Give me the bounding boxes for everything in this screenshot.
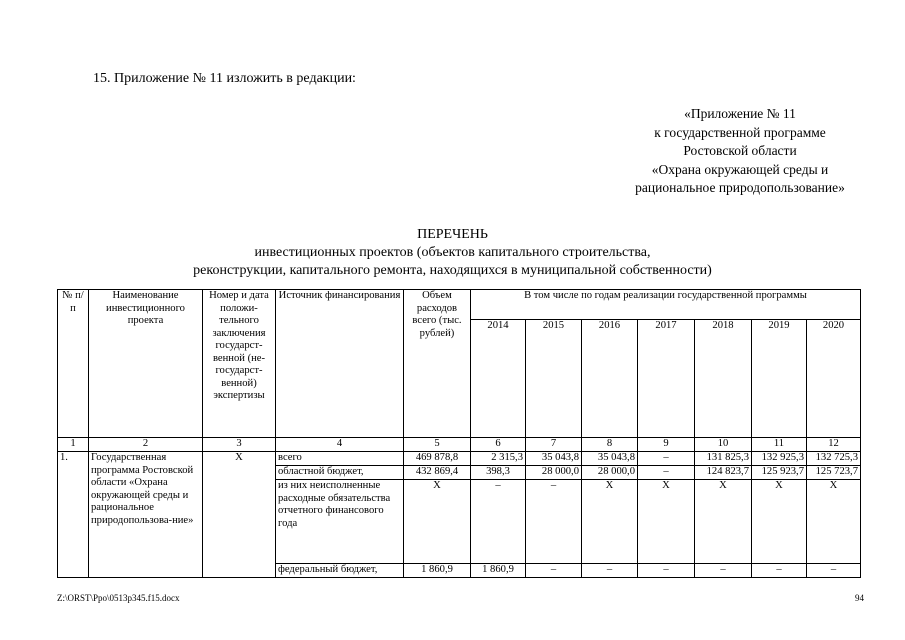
- header-num: № п/п: [58, 290, 89, 438]
- annex-caption: [600, 105, 880, 198]
- column-number: 10: [695, 438, 752, 452]
- year-value: Х: [582, 480, 638, 564]
- year-value: Х: [695, 480, 752, 564]
- header-expertise: Номер и дата положи-тельного заключения государст-венной (не-государст-венной) экспертизы: [203, 290, 276, 438]
- heading-line: инвестиционных проектов (объектов капитального строительства,: [254, 245, 651, 260]
- row-total: 432 869,4: [404, 466, 471, 480]
- year-value: 132 925,3: [752, 452, 807, 466]
- year-value: Х: [638, 480, 695, 564]
- year-value: 398,3: [471, 466, 526, 480]
- project-num: 1.: [58, 452, 89, 578]
- annex-line: к государственной программе: [654, 124, 826, 140]
- row-total: Х: [404, 480, 471, 564]
- document-heading: [140, 226, 765, 280]
- column-number: 12: [807, 438, 861, 452]
- table-row: [58, 452, 861, 466]
- column-number: 8: [582, 438, 638, 452]
- year-value: –: [807, 564, 861, 578]
- header-project-name: Наименование инвестиционного проекта: [89, 290, 203, 438]
- year-value: 125 723,7: [807, 466, 861, 480]
- column-number: 9: [638, 438, 695, 452]
- column-number: 6: [471, 438, 526, 452]
- year-value: 1 860,9: [471, 564, 526, 578]
- annex-line: «Охрана окружающей среды и: [651, 161, 829, 177]
- annex-line: «Приложение № 11: [684, 106, 796, 121]
- year-value: –: [638, 452, 695, 466]
- year-value: –: [526, 480, 582, 564]
- year-value: –: [582, 564, 638, 578]
- row-source: областной бюджет,: [276, 466, 404, 480]
- header-year: 2017: [638, 320, 695, 438]
- column-number: 4: [276, 438, 404, 452]
- year-value: –: [752, 564, 807, 578]
- annex-line: Ростовской области: [683, 143, 797, 158]
- investment-projects-table: [57, 289, 861, 578]
- year-value: –: [471, 480, 526, 564]
- year-value: 2 315,3: [471, 452, 526, 466]
- row-source: из них неисполненные расходные обязательства отчетного финансового года: [276, 480, 404, 564]
- annex-line: рациональное природопользование»: [635, 180, 845, 195]
- column-number: 3: [203, 438, 276, 452]
- project-name: Государственная программа Ростовской области «Охрана окружающей среды и рациональное природопользова-ние»: [89, 452, 203, 578]
- year-value: –: [526, 564, 582, 578]
- header-volume: Объем расходов всего (тыс. рублей): [404, 290, 471, 438]
- year-value: 132 725,3: [807, 452, 861, 466]
- column-number: 5: [404, 438, 471, 452]
- header-by-years: В том числе по годам реализации государственной программы: [471, 290, 861, 320]
- header-year: 2018: [695, 320, 752, 438]
- header-year: 2016: [582, 320, 638, 438]
- year-value: 28 000,0: [526, 466, 582, 480]
- year-value: Х: [807, 480, 861, 564]
- column-numbers-row: [58, 438, 861, 452]
- header-source: Источник финансирования: [276, 290, 404, 438]
- year-value: –: [638, 564, 695, 578]
- row-source: федеральный бюджет,: [276, 564, 404, 578]
- footer-page-number: 94: [855, 593, 864, 603]
- footer-file-path: Z:\ORST\Ppo\0513p345.f15.docx: [57, 593, 180, 603]
- year-value: 28 000,0: [582, 466, 638, 480]
- year-value: –: [695, 564, 752, 578]
- year-value: 35 043,8: [582, 452, 638, 466]
- column-number: 1: [58, 438, 89, 452]
- column-number: 11: [752, 438, 807, 452]
- project-expertise: Х: [203, 452, 276, 578]
- row-source: всего: [276, 452, 404, 466]
- year-value: –: [638, 466, 695, 480]
- row-total: 1 860,9: [404, 564, 471, 578]
- year-value: 35 043,8: [526, 452, 582, 466]
- column-number: 2: [89, 438, 203, 452]
- year-value: Х: [752, 480, 807, 564]
- header-year: 2019: [752, 320, 807, 438]
- heading-line: реконструкции, капитального ремонта, находящихся в муниципальной собственности): [193, 263, 712, 278]
- header-year: 2020: [807, 320, 861, 438]
- year-value: 125 923,7: [752, 466, 807, 480]
- year-value: 124 823,7: [695, 466, 752, 480]
- header-year: 2014: [471, 320, 526, 438]
- column-number: 7: [526, 438, 582, 452]
- row-total: 469 878,8: [404, 452, 471, 466]
- header-year: 2015: [526, 320, 582, 438]
- amendment-item-text: 15. Приложение № 11 изложить в редакции:: [93, 71, 356, 86]
- heading-title: ПЕРЕЧЕНЬ: [417, 227, 488, 242]
- year-value: 131 825,3: [695, 452, 752, 466]
